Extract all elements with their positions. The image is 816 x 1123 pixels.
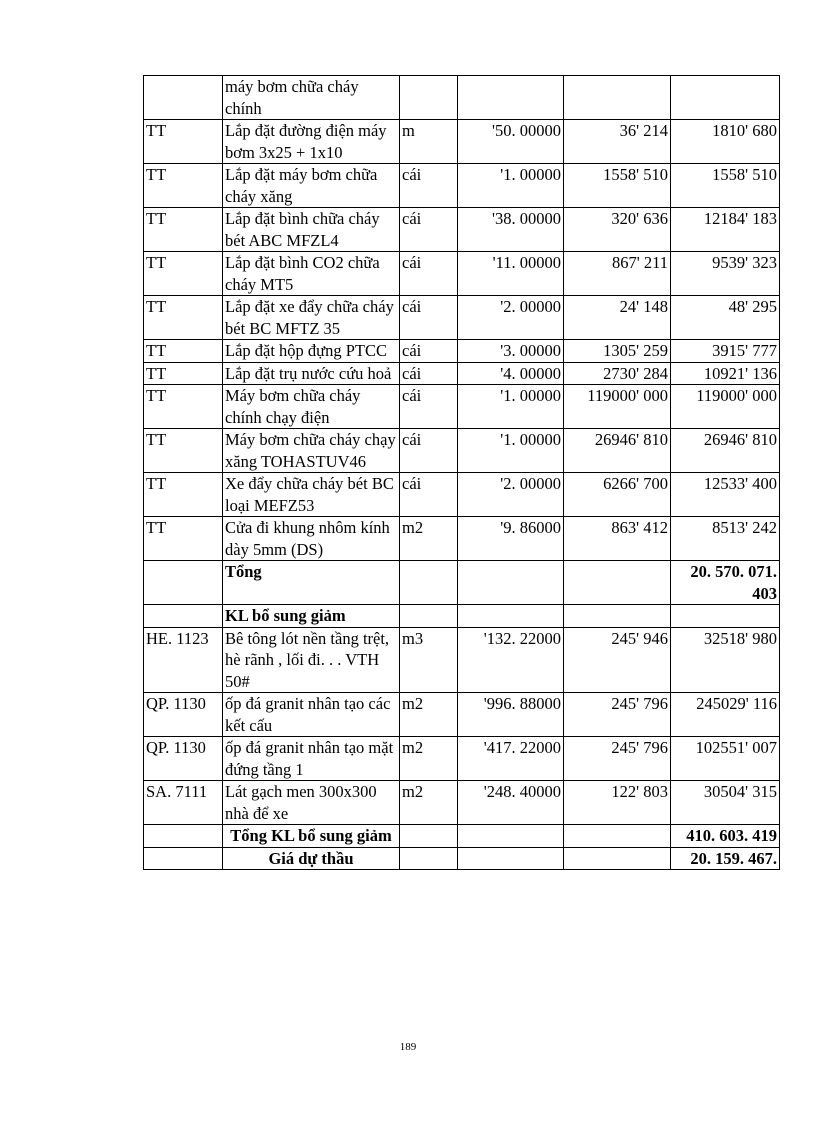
empty-cell [671, 605, 780, 628]
reduction-total-row [144, 825, 780, 848]
section-header-row-label: KL bổ sung giảm [223, 605, 400, 628]
subtotal-row-label: Tổng [223, 561, 400, 605]
cell-total: 102551' 007 [671, 737, 780, 781]
cell-price: 320' 636 [564, 208, 671, 252]
cell-desc: ốp đá granit nhân tạo mặt đứng tầng 1 [223, 737, 400, 781]
empty-cell [144, 825, 223, 848]
cell-code [144, 76, 223, 120]
cell-unit: cái [400, 429, 458, 473]
cell-desc: Lát gạch men 300x300 nhà để xe [223, 781, 400, 825]
cell-unit: cái [400, 252, 458, 296]
empty-cell [400, 847, 458, 870]
cell-qty: '50. 00000 [458, 120, 564, 164]
cell-code: TT [144, 164, 223, 208]
cell-desc: Lắp đặt bình chữa cháy bét ABC MFZL4 [223, 208, 400, 252]
cell-code: TT [144, 208, 223, 252]
cell-qty: '1. 00000 [458, 429, 564, 473]
cell-code: TT [144, 362, 223, 385]
cell-price: 36' 214 [564, 120, 671, 164]
cell-code: TT [144, 252, 223, 296]
cell-desc: Lắp đặt xe đẩy chữa cháy bét BC MFTZ 35 [223, 296, 400, 340]
cell-qty: '3. 00000 [458, 340, 564, 363]
cell-code: TT [144, 120, 223, 164]
cell-code: TT [144, 296, 223, 340]
table-row [144, 627, 780, 693]
cell-qty: '38. 00000 [458, 208, 564, 252]
cell-code: SA. 7111 [144, 781, 223, 825]
cell-desc: Lắp đặt hộp đựng PTCC [223, 340, 400, 363]
cell-unit: m2 [400, 781, 458, 825]
cell-desc: máy bơm chữa cháy chính [223, 76, 400, 120]
cell-unit: m [400, 120, 458, 164]
cell-code: QP. 1130 [144, 693, 223, 737]
cell-code: TT [144, 429, 223, 473]
cell-price: 122' 803 [564, 781, 671, 825]
cell-qty: '132. 22000 [458, 627, 564, 693]
cell-qty: '1. 00000 [458, 164, 564, 208]
section-header-row [144, 605, 780, 628]
cell-price: 867' 211 [564, 252, 671, 296]
cell-desc: Bê tông lót nền tầng trệt, hè rãnh , lối đi. . . VTH 50# [223, 627, 400, 693]
empty-cell [144, 847, 223, 870]
cell-total: 9539' 323 [671, 252, 780, 296]
cell-unit: m2 [400, 737, 458, 781]
cell-unit: cái [400, 362, 458, 385]
cell-qty: '996. 88000 [458, 693, 564, 737]
cell-code: TT [144, 340, 223, 363]
cell-price: 863' 412 [564, 517, 671, 561]
cell-unit: m2 [400, 517, 458, 561]
table-row [144, 120, 780, 164]
cell-unit: cái [400, 385, 458, 429]
cell-desc: Lắp đặt đường điện máy bơm 3x25 + 1x10 [223, 120, 400, 164]
table-row [144, 385, 780, 429]
cell-unit: cái [400, 473, 458, 517]
cell-price [564, 76, 671, 120]
cell-unit: cái [400, 296, 458, 340]
page-number: 189 [399, 1041, 417, 1053]
empty-cell [144, 561, 223, 605]
bid-price-row-label: Giá dự thầu [223, 847, 400, 870]
cell-code: HE. 1123 [144, 627, 223, 693]
empty-cell [458, 825, 564, 848]
cell-code: TT [144, 385, 223, 429]
cell-code: QP. 1130 [144, 737, 223, 781]
cell-code: TT [144, 517, 223, 561]
subtotal-row-total: 20. 570. 071. 403 [671, 561, 780, 605]
cell-price: 1305' 259 [564, 340, 671, 363]
table-row [144, 296, 780, 340]
empty-cell [458, 847, 564, 870]
cell-desc: ốp đá granit nhân tạo các kết cấu [223, 693, 400, 737]
cell-total: 30504' 315 [671, 781, 780, 825]
cell-desc: Máy bơm chữa cháy chính chạy điện [223, 385, 400, 429]
bid-price-row [144, 847, 780, 870]
empty-cell [564, 561, 671, 605]
empty-cell [564, 605, 671, 628]
cell-total: 48' 295 [671, 296, 780, 340]
table-row [144, 76, 780, 120]
cell-desc: Cửa đi khung nhôm kính dày 5mm (DS) [223, 517, 400, 561]
cell-qty: '248. 40000 [458, 781, 564, 825]
cell-price: 2730' 284 [564, 362, 671, 385]
empty-cell [400, 605, 458, 628]
empty-cell [564, 825, 671, 848]
cell-qty: '2. 00000 [458, 296, 564, 340]
subtotal-row [144, 561, 780, 605]
cell-unit: m3 [400, 627, 458, 693]
table-row [144, 429, 780, 473]
cell-qty: '417. 22000 [458, 737, 564, 781]
cell-price: 245' 796 [564, 737, 671, 781]
reduction-total-row-label: Tổng KL bổ sung giảm [223, 825, 400, 848]
cell-desc: Máy bơm chữa cháy chạy xăng TOHASTUV46 [223, 429, 400, 473]
empty-cell [564, 847, 671, 870]
cell-unit: cái [400, 208, 458, 252]
cell-unit: m2 [400, 693, 458, 737]
cell-price: 24' 148 [564, 296, 671, 340]
cell-unit [400, 76, 458, 120]
cell-price: 26946' 810 [564, 429, 671, 473]
cell-desc: Lắp đặt trụ nước cứu hoả [223, 362, 400, 385]
cell-qty: '1. 00000 [458, 385, 564, 429]
bid-price-row-total: 20. 159. 467. [671, 847, 780, 870]
cell-total: 1558' 510 [671, 164, 780, 208]
cell-qty: '11. 00000 [458, 252, 564, 296]
cell-desc: Lắp đặt máy bơm chữa cháy xăng [223, 164, 400, 208]
cell-code: TT [144, 473, 223, 517]
cell-total: 12184' 183 [671, 208, 780, 252]
cell-total: 8513' 242 [671, 517, 780, 561]
cell-price: 6266' 700 [564, 473, 671, 517]
cell-price: 245' 946 [564, 627, 671, 693]
empty-cell [144, 605, 223, 628]
cell-price: 119000' 000 [564, 385, 671, 429]
cell-total: 119000' 000 [671, 385, 780, 429]
table-row [144, 693, 780, 737]
reduction-total-row-total: 410. 603. 419 [671, 825, 780, 848]
table-row [144, 362, 780, 385]
cell-qty: '2. 00000 [458, 473, 564, 517]
table-row [144, 252, 780, 296]
cell-desc: Lắp đặt bình CO2 chữa cháy MT5 [223, 252, 400, 296]
cell-price: 245' 796 [564, 693, 671, 737]
empty-cell [458, 561, 564, 605]
cell-qty: '9. 86000 [458, 517, 564, 561]
cost-estimate-table [143, 75, 780, 870]
cell-total: 32518' 980 [671, 627, 780, 693]
table-row [144, 473, 780, 517]
cell-price: 1558' 510 [564, 164, 671, 208]
cell-total: 26946' 810 [671, 429, 780, 473]
cell-unit: cái [400, 340, 458, 363]
cell-total: 12533' 400 [671, 473, 780, 517]
cell-desc: Xe đẩy chữa cháy bét BC loại MEFZ53 [223, 473, 400, 517]
cell-total: 1810' 680 [671, 120, 780, 164]
empty-cell [458, 605, 564, 628]
table-row [144, 208, 780, 252]
empty-cell [400, 561, 458, 605]
table-row [144, 517, 780, 561]
cell-total: 245029' 116 [671, 693, 780, 737]
cell-total [671, 76, 780, 120]
cell-total: 3915' 777 [671, 340, 780, 363]
table-row [144, 340, 780, 363]
table-row [144, 781, 780, 825]
cell-qty: '4. 00000 [458, 362, 564, 385]
table-row [144, 737, 780, 781]
empty-cell [400, 825, 458, 848]
cell-unit: cái [400, 164, 458, 208]
cell-qty [458, 76, 564, 120]
table-row [144, 164, 780, 208]
cell-total: 10921' 136 [671, 362, 780, 385]
